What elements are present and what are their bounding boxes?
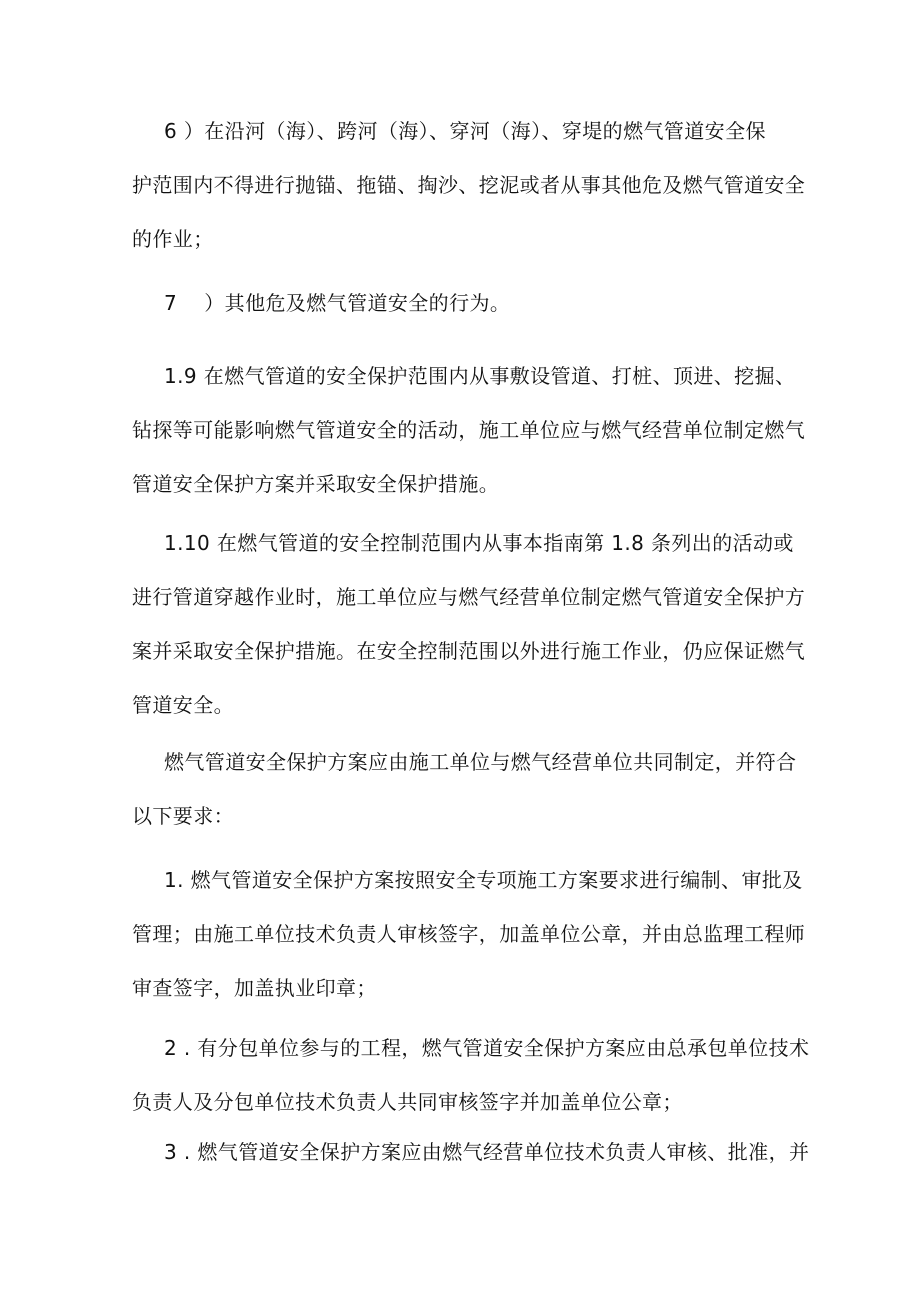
paragraph-req-3: [132, 1125, 810, 1179]
text-line: 7 ）其他危及燃气管道安全的行为。: [164, 291, 511, 315]
paragraph-clause-1-9: [132, 349, 806, 511]
text-line: 案并采取安全保护措施。在安全控制范围以外进行施工作业，仍应保证燃气: [132, 639, 806, 663]
text-line: 1.9 在燃气管道的安全保护范围内从事敷设管道、打桩、顶进、挖掘、: [164, 364, 796, 388]
text-line: 护范围内不得进行抛锚、拖锚、掏沙、挖泥或者从事其他危及燃气管道安全: [132, 173, 806, 197]
text-line: 3 . 燃气管道安全保护方案应由燃气经营单位技术负责人审核、批准，并: [164, 1140, 810, 1164]
paragraph-clause-1-10: [132, 516, 806, 732]
paragraph-item-6: [132, 104, 806, 266]
text-line: 的作业；: [132, 227, 214, 251]
paragraph-req-1: [132, 853, 806, 1015]
text-line: 燃气管道安全保护方案应由施工单位与燃气经营单位共同制定，并符合: [164, 750, 797, 774]
text-line: 负责人及分包单位技术负责人共同审核签字并加盖单位公章；: [132, 1090, 683, 1114]
text-line: 管理；由施工单位技术负责人审核签字，加盖单位公章，并由总监理工程师: [132, 922, 806, 946]
text-line: 管道安全。: [132, 693, 234, 717]
text-line: 6 ）在沿河（海）、跨河（海）、穿河（海）、穿堤的燃气管道安全保: [164, 119, 766, 143]
text-line: 2 . 有分包单位参与的工程，燃气管道安全保护方案应由总承包单位技术: [164, 1036, 810, 1060]
text-line: 1. 燃气管道安全保护方案按照安全专项施工方案要求进行编制、审批及: [164, 868, 803, 892]
text-line: 1.10 在燃气管道的安全控制范围内从事本指南第 1.8 条列出的活动或: [164, 531, 794, 555]
paragraph-item-7: [132, 276, 792, 330]
paragraph-requirements-intro: [132, 735, 797, 843]
text-line: 以下要求：: [132, 804, 234, 828]
text-line: 审查签字，加盖执业印章；: [132, 976, 377, 1000]
paragraph-req-2: [132, 1021, 810, 1129]
text-line: 管道安全保护方案并采取安全保护措施。: [132, 472, 500, 496]
text-line: 钻探等可能影响燃气管道安全的活动，施工单位应与燃气经营单位制定燃气: [132, 418, 806, 442]
text-line: 进行管道穿越作业时，施工单位应与燃气经营单位制定燃气管道安全保护方: [132, 585, 806, 609]
